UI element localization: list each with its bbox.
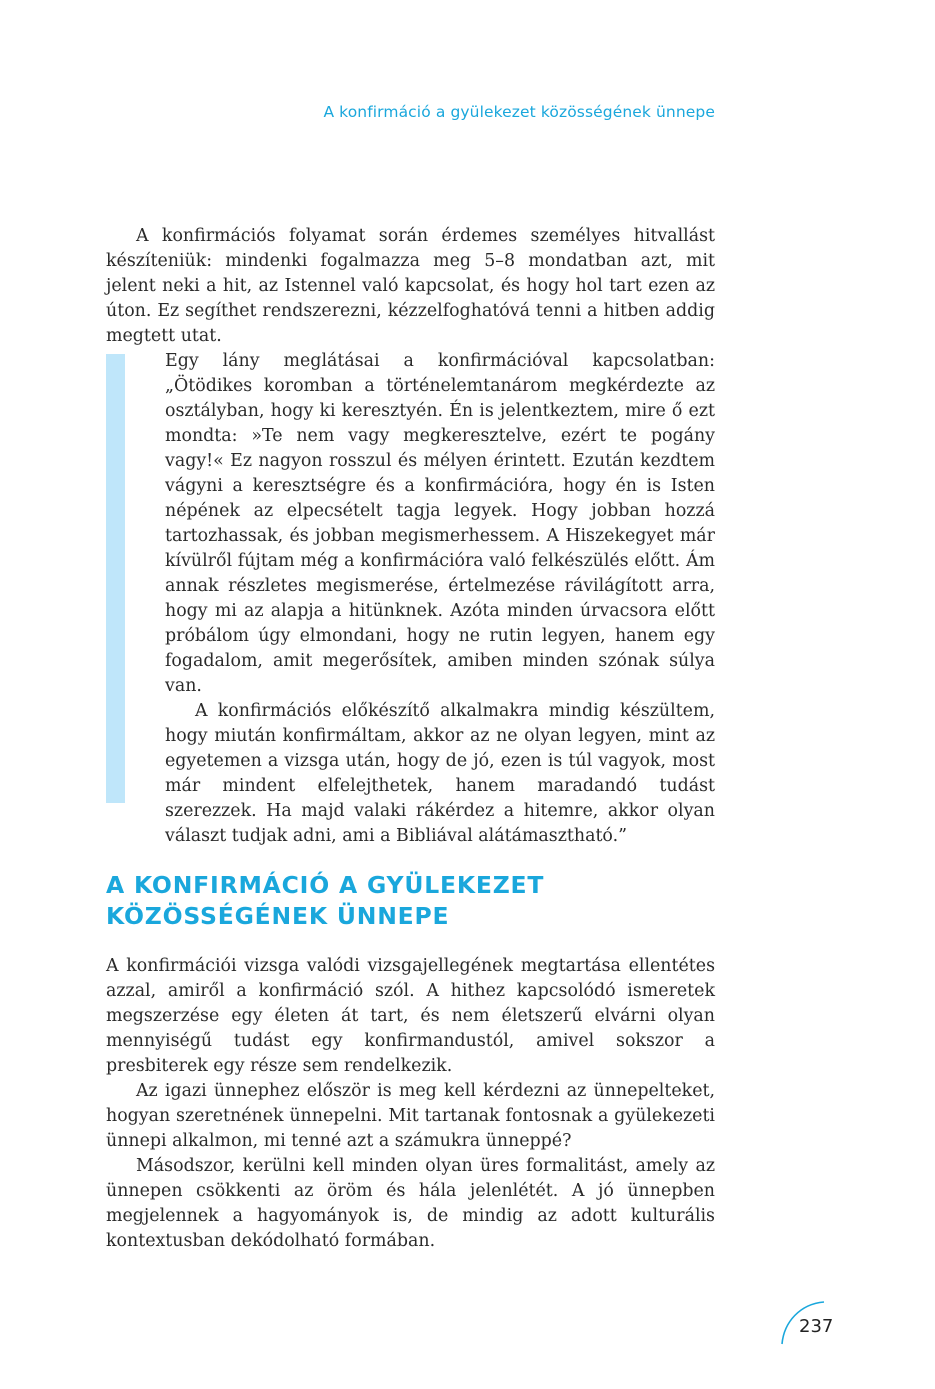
intro-block: [106, 224, 715, 349]
quote-paragraph-2: A konfirmációs előkészítő alkalmakra mindig készültem, hogy miután konfirmáltam, akkor az ne olyan legyen, mint az egyetemen a vizsga után, hogy de jó, ezen is túl vagyok, most már mindent elfelejthetek, hanem maradandó tudást szerezzek. Ha majd valaki rákérdez a hitemre, akkor olyan választ tudjak adni, ami a Bibliával alátámasztható.”: [165, 701, 715, 846]
section-paragraph-3: Másodszor, kerülni kell minden olyan üres formalitást, amely az ünnepen csökkenti az öröm és hála jelenlétét. A jó ünnepben megjelennek a hagyományok is, de mindig az adott kulturális kontextusban dekódolható formában.: [106, 1156, 715, 1251]
intro-paragraph: A konfirmációs folyamat során érdemes személyes hitvallást készíteniük: mindenki fogalmazza meg 5–8 mondatban azt, mit jelent neki a hit, az Istennel való kapcsolat, és hogy hol tart ezen az úton. Ez segíthet rendszerezni, kézzelfoghatóvá tenni a hitben addig megtett utat.: [106, 226, 715, 346]
testimony-quote: [165, 349, 715, 849]
section-paragraph-1: A konfirmációi vizsga valódi vizsgajellegének megtartása ellentétes azzal, amiről a konfirmáció szól. A hithez kapcsolódó ismeretek megszerzése egy életen át tart, és nem életszerű elvárni olyan mennyiségű tudást egy konfirmandustól, amivel sokszor a presbiterek egy része sem rendelkezik.: [106, 956, 715, 1076]
section-paragraph-2: Az igazi ünnephez először is meg kell kérdezni az ünnepelteket, hogyan szeretnének ünnepelni. Mit tartanak fontosnak a gyülekezeti ünnepi alkalmon, mi tenné azt a számukra ünneppé?: [106, 1081, 715, 1151]
quote-accent-bar: [106, 354, 125, 803]
section-heading: A KONFIRMÁCIÓ A GYÜLEKEZET KÖZÖSSÉGÉNEK ÜNNEPE: [106, 871, 545, 930]
page-number: 237: [799, 1316, 834, 1337]
running-header: A konfirmáció a gyülekezet közösségének ünnepe: [323, 103, 715, 121]
section-body: [106, 954, 715, 1254]
quote-paragraph-1: Egy lány meglátásai a konfirmációval kapcsolatban: „Ötödikes koromban a történelemtanárom megkérdezte az osztályban, hogy ki keresztyén. Én is jelentkeztem, mire ő ezt mondta: »Te nem vagy megkeresztelve, ezért te pogány vagy!« Ez nagyon rosszul és mélyen érintett. Ezután kezdtem vágyni a keresztségre és a konfirmációra, hogy én is Isten népének az elpecsételt tagja legyek. Hogy jobban hozzá tartozhassak, és jobban megismerhessem. A Hiszekegyet már kívülről fújtam még a konfirmációra való felkészülés előtt. Ám annak részletes megismerése, értelmezése rávilágított arra, hogy mi az alapja a hitünknek. Azóta minden úrvacsora előtt próbálom úgy elmondani, hogy ne rutin legyen, hanem egy fogadalom, amit megerősítek, amiben minden szónak súlya van.: [165, 351, 715, 696]
